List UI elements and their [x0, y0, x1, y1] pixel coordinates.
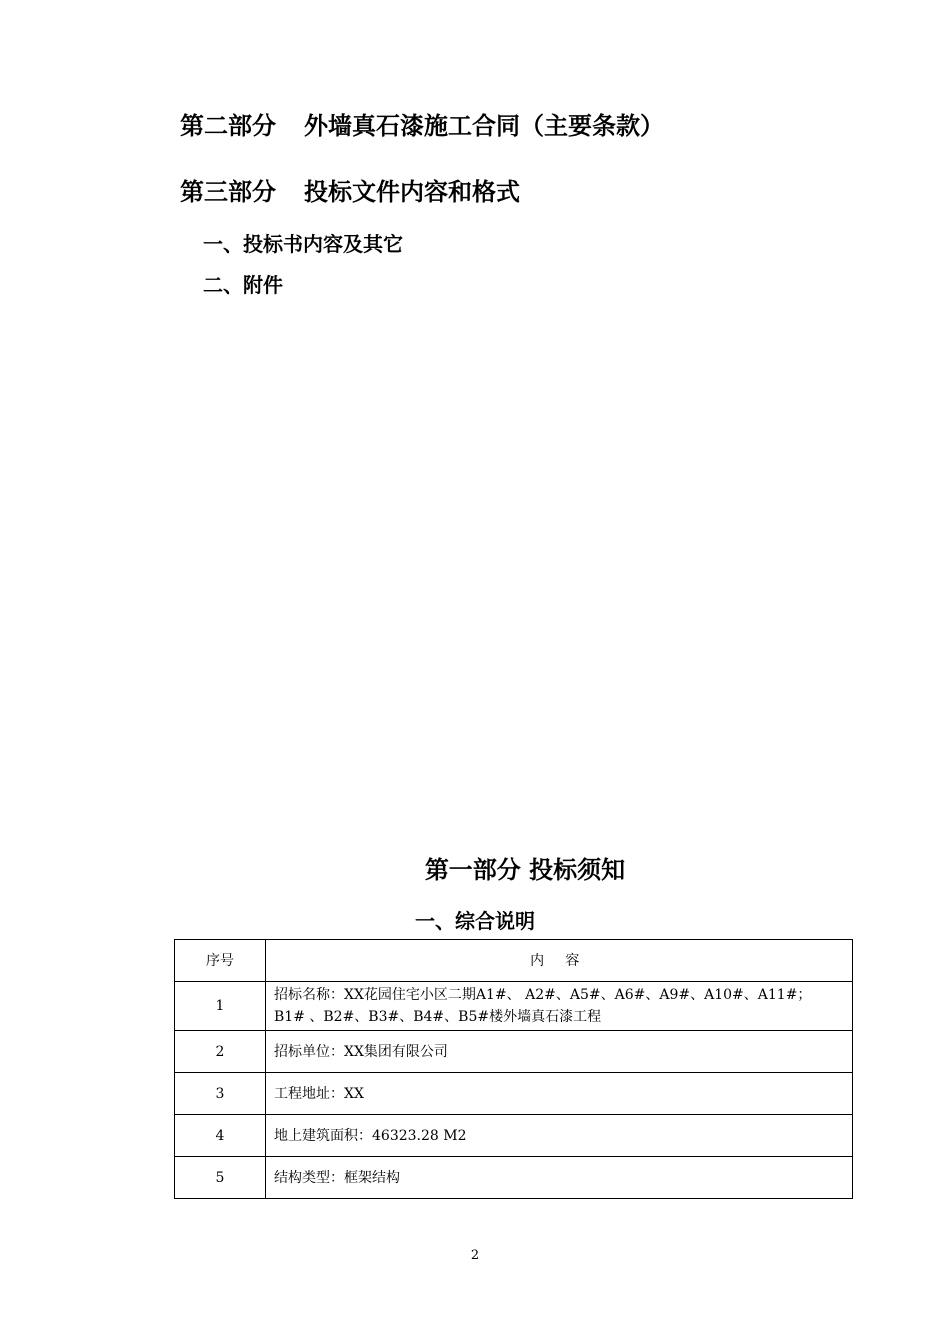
row-number: 4: [175, 1115, 266, 1157]
row-number: 5: [175, 1157, 266, 1199]
part3-heading: [180, 172, 520, 207]
row-content: 结构类型：框架结构: [266, 1157, 853, 1199]
part3-label: 第三部分: [180, 178, 276, 206]
summary-table: [174, 939, 853, 1199]
table-row: [175, 1031, 853, 1073]
page-number: 2: [470, 1248, 480, 1263]
row-number: 2: [175, 1031, 266, 1073]
row-content-line: B1# 、B2#、B3#、B4#、B5#楼外墙真石漆工程: [274, 1009, 602, 1025]
table-row: [175, 1115, 853, 1157]
row-content: 地上建筑面积：46323.28 M2: [266, 1115, 853, 1157]
row-content-line: 招标名称：XX花园住宅小区二期A1#、 A2#、A5#、A6#、A9#、A10#、A11#；: [274, 987, 812, 1003]
section-title: 一、综合说明: [415, 909, 535, 933]
part2-label: 第二部分: [180, 112, 276, 140]
part3-item-bid-content: 一、投标书内容及其它: [203, 232, 403, 256]
row-content: 工程地址：XX: [266, 1073, 853, 1115]
part2-heading: [180, 106, 664, 141]
table-header-row: [175, 940, 853, 982]
table-row: [175, 1157, 853, 1199]
header-content: 内 容: [266, 940, 853, 982]
part3-title: 投标文件内容和格式: [304, 178, 520, 206]
part3-item-attachments: 二、附件: [203, 273, 283, 297]
table-row: [175, 982, 853, 1031]
row-content: 招标单位：XX集团有限公司: [266, 1031, 853, 1073]
row-number: 3: [175, 1073, 266, 1115]
header-number: 序号: [175, 940, 266, 982]
table-row: [175, 1073, 853, 1115]
row-content: [266, 982, 853, 1031]
row-number: 1: [175, 982, 266, 1031]
part1-title: 第一部分 投标须知: [424, 856, 626, 884]
part2-title: 外墙真石漆施工合同（主要条款）: [304, 112, 664, 140]
